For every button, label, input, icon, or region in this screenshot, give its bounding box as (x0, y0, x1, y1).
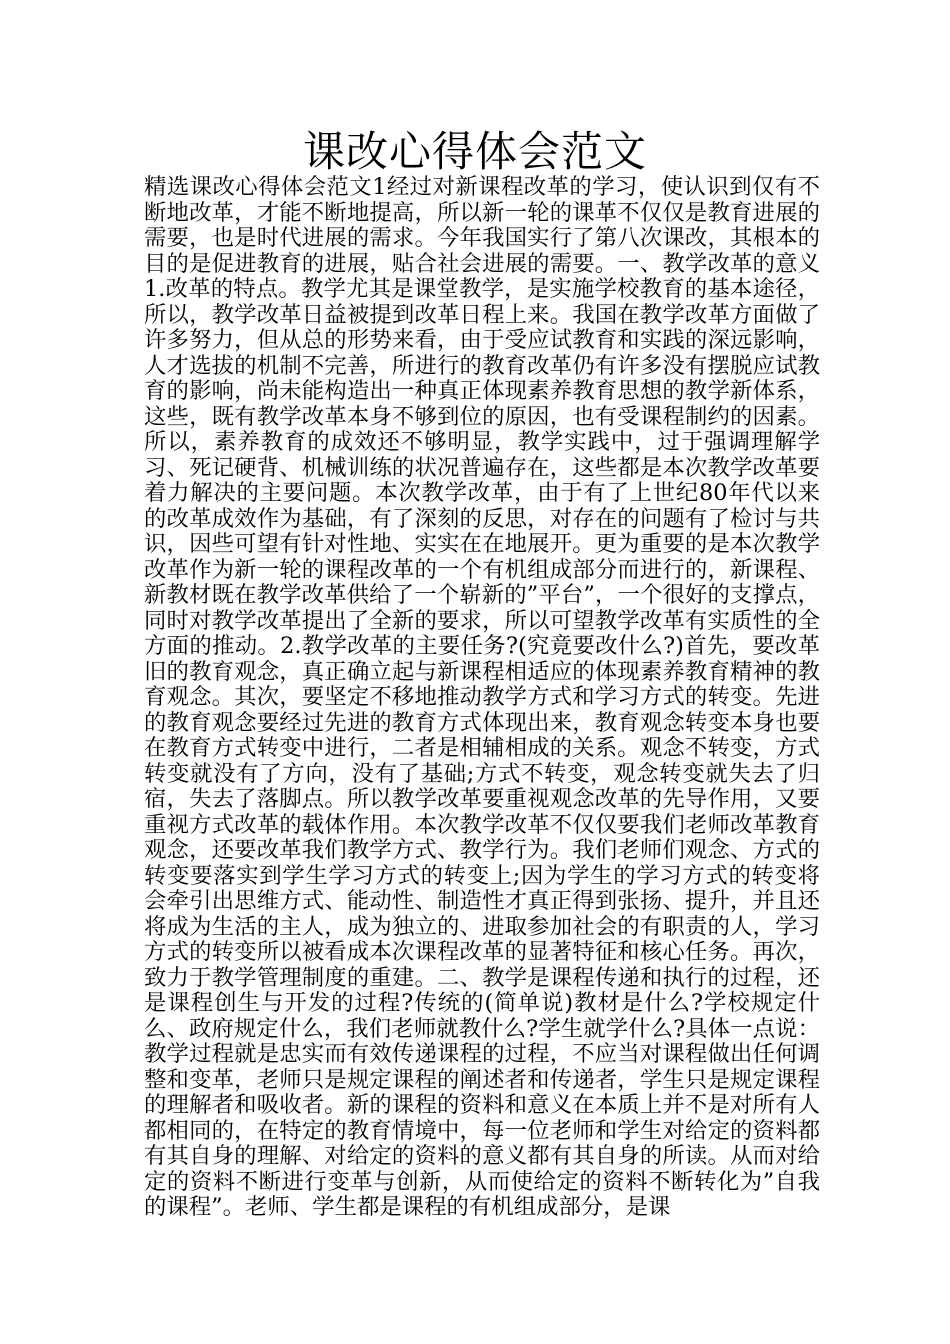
document-body-paragraph: 精选课改心得体会范文1经过对新课程改革的学习，使认识到仅有不断地改革，才能不断地提高，所以新一轮的课革不仅仅是教育进展的需要，也是时代进展的需求。今年我国实行了第八次课改，其根本的目的是促进教育的进展，贴合社会进展的需要。一、教学改革的意义1.改革的特点。教学尤其是课堂教学，是实施学校教育的基本途径，所以，教学改革日益被提到改革日程上来。我国在教学改革方面做了许多努力，但从总的形势来看，由于受应试教育和实践的深远影响，人才选拔的机制不完善，所进行的教育改革仍有许多没有摆脱应试教育的影响，尚未能构造出一种真正体现素养教育思想的教学新体系，这些，既有教学改革本身不够到位的原因，也有受课程制约的因素。所以，素养教育的成效还不够明显，教学实践中，过于强调理解学习、死记硬背、机械训练的状况普遍存在，这些都是本次教学改革要着力解决的主要问题。本次教学改革，由于有了上世纪80年代以来的改革成效作为基础，有了深刻的反思，对存在的问题有了检讨与共识，因些可望有针对性地、实实在在地展开。更为重要的是本次教学改革作为新一轮的课程改革的一个有机组成部分而进行的，新课程、新教材既在教学改革供给了一个崭新的”平台”，一个很好的支撑点，同时对教学改革提出了全新的要求，所以可望教学改革有实质性的全方面的推动。2.教学改革的主要任务?(究竟要改什么?)首先，要改革旧的教育观念，真正确立起与新课程相适应的体现素养教育精神的教育观念。其次，要坚定不移地推动教学方式和学习方式的转变。先进的教育观念要经过先进的教育方式体现出来，教育观念转变本身也要在教育方式转变中进行，二者是相辅相成的关系。观念不转变，方式转变就没有了方向，没有了基础;方式不转变，观念转变就失去了归宿，失去了落脚点。所以教学改革要重视观念改革的先导作用，又要重视方式改革的载体作用。本次教学改革不仅仅要我们老师改革教育观念，还要改革我们教学方式、教学行为。我们老师们观念、方式的转变要落实到学生学习方式的转变上;因为学生的学习方式的转变将会牵引出思维方式、能动性、制造性才真正得到张扬、提升，并且还将成为生活的主人，成为独立的、进取参加社会的有职责的人，学习方式的转变所以被看成本次课程改革的显著特征和核心任务。再次，致力于教学管理制度的重建。二、教学是课程传递和执行的过程，还是课程创生与开发的过程?传统的(简单说)教材是什么?学校规定什么、政府规定什么，我们老师就教什么?学生就学什么?具体一点说：教学过程就是忠实而有效传递课程的过程，不应当对课程做出任何调整和变革，老师只是规定课程的阐述者和传递者，学生只是规定课程的理解者和吸收者。新的课程的资料和意义在本质上并不是对所有人都相同的，在特定的教育情境中，每一位老师和学生对给定的资料都有其自身的理解、对给定的资料的意义都有其自身的所读。从而对给定的资料不断进行变革与创新，从而使给定的资料不断转化为”自我的课程”。老师、学生都是课程的有机组成部分，是课 (144, 174, 820, 1220)
document-title: 课改心得体会范文 (302, 127, 647, 176)
